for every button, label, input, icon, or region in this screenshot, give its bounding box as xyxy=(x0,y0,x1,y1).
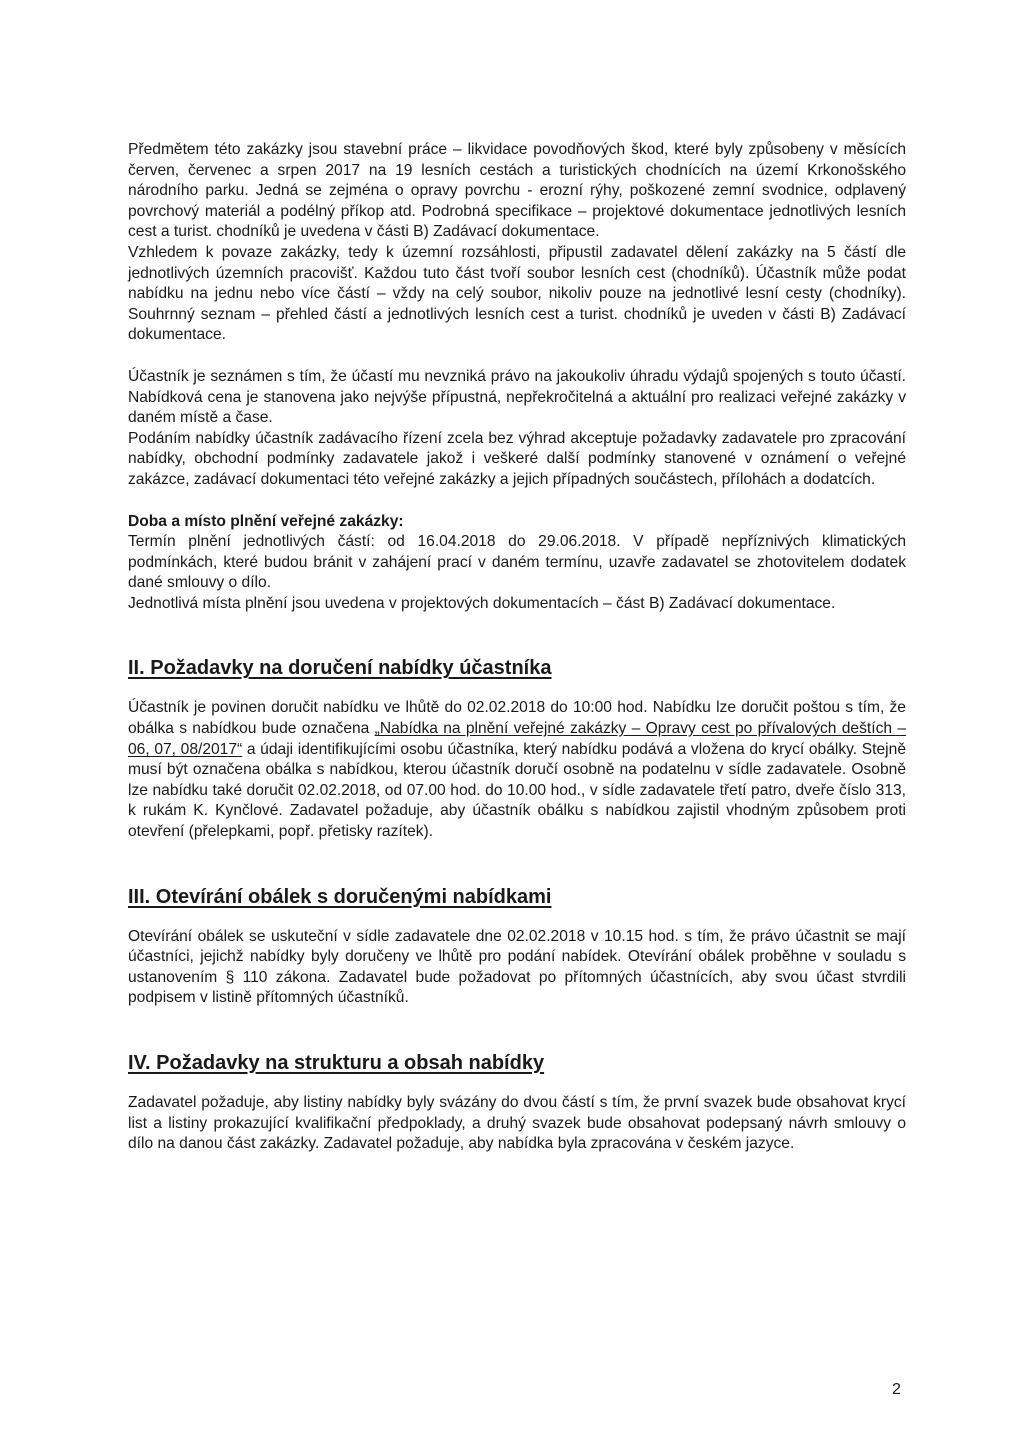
intro-paragraph-parts: Vzhledem k povaze zakázky, tedy k územní rozsáhlosti, připustil zadavatel dělení zakázky na 5 částí dle jednotlivých územních pracovišť. Každou tuto část tvoří soubor lesních cest (chodníků). Účastník může podat nabídku na jednu nebo více částí – vždy na celý soubor, nikoliv pouze na jednotlivé lesní cesty (chodníky). Souhrnný seznam – přehled částí a jednotlivých lesních cest a turist. chodníků je uveden v části B) Zadávací dokumentace. xyxy=(128,243,906,344)
intro-paragraph-costs: Účastník je seznámen s tím, že účastí mu nevzniká právo na jakoukoliv úhradu výdajů spojených s touto účastí. Nabídková cena je stanovena jako nejvýše přípustná, nepřekročitelná a aktuální pro realizaci veřejné zakázky v daném místě a čase. xyxy=(128,367,906,427)
section-heading-opening: III. Otevírání obálek s doručenými nabídkami xyxy=(128,885,552,908)
spacer xyxy=(128,1009,906,1051)
delivery-text-end: a údaji identifikujícími osobu účastníka, který nabídku podává a vložena do krycí obálky. Stejně musí být označena obálka s nabídkou, kterou účastník doručí osobně na podatelnu v sídle zadavatele. Osobně lze nabídku také doručit 02.02.2018, od 07.00 hod. do 10.00 hod., v sídle zadavatele třetí patro, dveře číslo 313, k rukám K. Kynčlové. Zadavatel požaduje, aby účastník obálku s nabídkou zajistil vhodným způsobem proti otevření (přelepkami, popř. přetisky razítek). xyxy=(128,740,906,841)
delivery-paragraph xyxy=(128,698,906,842)
opening-paragraph: Otevírání obálek se uskuteční v sídle zadavatele dne 02.02.2018 v 10.15 hod. s tím, že právo účastnit se mají účastníci, jejichž nabídky byly doručeny ve lhůtě pro podání nabídek. Otevírání obálek proběhne v souladu s ustanovením § 110 zákona. Zadavatel bude požadovat po přítomných účastnících, aby svou účast stvrdili podpisem v listině přítomných účastníků. xyxy=(128,927,906,1007)
term-paragraph-dates: Termín plnění jednotlivých částí: od 16.04.2018 do 29.06.2018. V případě nepříznivých klimatických podmínkách, které budou bránit v zahájení prací v daném termínu, uzavře zadavatel se zhotovitelem dodatek dané smlouvy o dílo. xyxy=(128,533,906,592)
spacer xyxy=(128,491,906,512)
section-heading-delivery: II. Požadavky na doručení nabídky účastníka xyxy=(128,657,552,680)
term-paragraph-places: Jednotlivá místa plnění jsou uvedena v projektových dokumentacích – část B) Zadávací dokumentace. xyxy=(128,594,836,612)
term-heading: Doba a místo plnění veřejné zakázky: xyxy=(128,512,404,530)
structure-paragraph: Zadavatel požaduje, aby listiny nabídky byly svázány do dvou částí s tím, že první svazek bude obsahovat krycí list a listiny prokazující kvalifikační předpoklady, a druhý svazek bude obsahovat podepsaný návrh smlouvy o dílo na danou část zakázky. Zadavatel požaduje, aby nabídka byla zpracována v českém jazyce. xyxy=(128,1094,906,1153)
page-number: 2 xyxy=(892,1381,901,1398)
spacer xyxy=(128,909,906,927)
section-heading-structure: IV. Požadavky na strukturu a obsah nabídky xyxy=(128,1052,545,1074)
spacer xyxy=(128,843,906,885)
spacer xyxy=(128,1075,906,1093)
spacer xyxy=(128,614,906,656)
delivery-text-start: Účastník je povinen doručit nabídku ve lhůtě do 02.02.2018 do 10:00 hod. Nabídku lze doručit poštou s tím, že obálka s nabídkou bude označena xyxy=(128,699,906,738)
spacer xyxy=(128,680,906,698)
intro-paragraph-acceptance: Podáním nabídky účastník zadávacího řízení zcela bez výhrad akceptuje požadavky zadavatele pro zpracování nabídky, obchodní podmínky zadavatele jakož i veškeré další podmínky stanovené v oznámení o veřejné zakázce, zadávací dokumentaci této veřejné zakázky a jejich případných součástech, přílohách a dodatcích. xyxy=(128,429,906,488)
envelope-marking: „Nabídka na plnění veřejné zakázky – Opravy cest po přívalových deštích – 06, 07, 08/2017“ xyxy=(128,720,906,758)
spacer xyxy=(128,346,906,367)
document-page xyxy=(128,140,906,1155)
intro-paragraph-subject: Předmětem této zakázky jsou stavební práce – likvidace povodňových škod, které byly způsobeny v měsících červen, červenec a srpen 2017 na 19 lesních cestách a turistických chodnících na území Krkonošského národního parku. Jedná se zejména o opravy povrchu - erozní rýhy, poškozené zemní svodnice, odplavený povrchový materiál a podélný příkop atd. Podrobná specifikace – projektové dokumentace jednotlivých lesních cest a turist. chodníků je uvedena v části B) Zadávací dokumentace. xyxy=(128,141,906,241)
